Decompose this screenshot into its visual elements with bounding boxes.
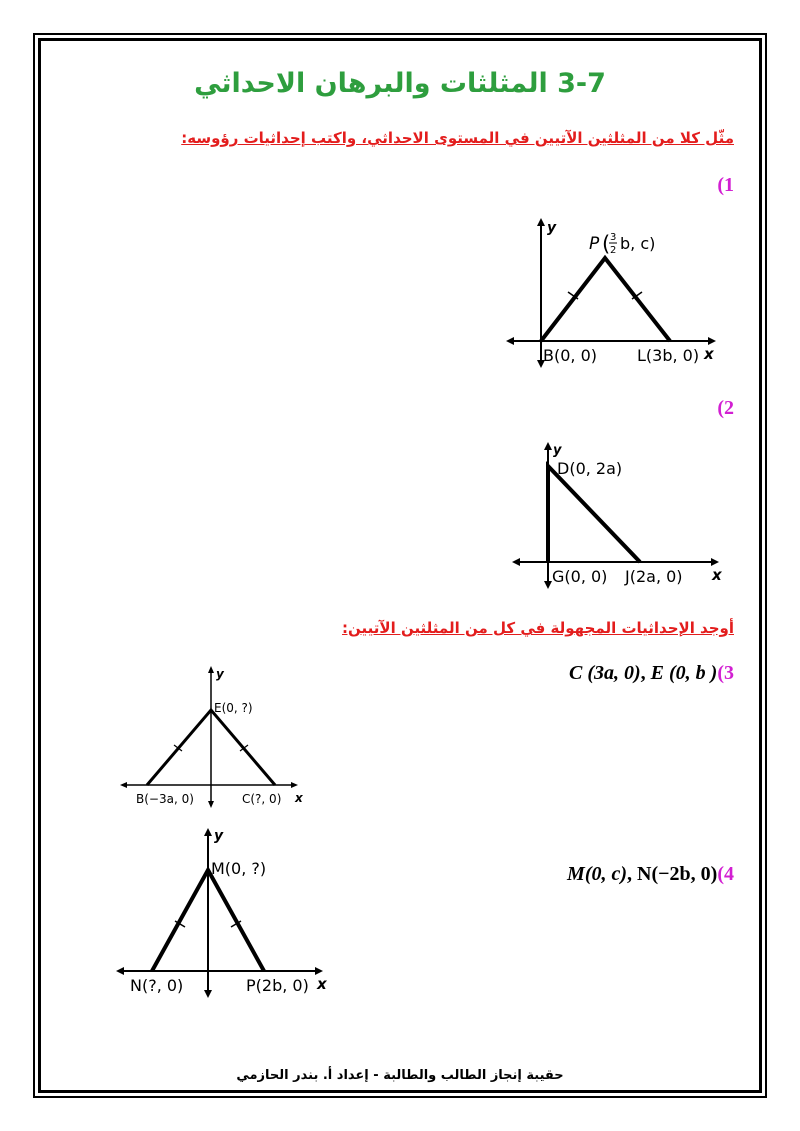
q4-x-axis-label: x: [317, 975, 327, 993]
instruction-find-coordinates: أوجد الإحداثيات المجهولة في كل من المثلثين الآتيين:: [342, 619, 734, 637]
q4-given-n: N(−2b, 0): [637, 863, 718, 885]
question-2-number: (2: [717, 397, 734, 419]
q4-given-separator: ,: [627, 863, 638, 885]
instruction-graph-triangles: مثّل كلا من المثلثين الآتيين في المستوى الاحداثي، واكتب إحداثيات رؤوسه:: [181, 129, 734, 147]
q3-y-axis-label: y: [216, 667, 224, 681]
q1-x-axis-label: x: [704, 345, 714, 363]
q4-vertex-p-label: P(2b, 0): [246, 976, 309, 995]
page-footer: حقيبة إنجاز الطالب والطالبة - إعداد أ. بندر الحازمي: [236, 1068, 564, 1083]
q1-apex-fraction-numerator: 3: [610, 232, 617, 243]
q3-given-e: E (0, b ): [650, 662, 718, 684]
q2-x-axis-label: x: [712, 566, 722, 584]
question-4-number: (4: [717, 863, 734, 885]
page-title: 3-7 المثلثات والبرهان الاحداثي: [194, 68, 606, 99]
q4-vertex-m-label: M(0, ?): [211, 859, 267, 878]
q2-y-axis-label: y: [553, 443, 562, 458]
q2-vertex-g-label: G(0, 0): [552, 567, 608, 586]
q1-apex-vertex-letter: P: [589, 234, 600, 254]
svg-text:(: (: [602, 232, 611, 256]
figure-q4: [112, 822, 342, 1002]
question-4-given: [567, 863, 734, 886]
question-1-number: (1: [717, 174, 734, 196]
q4-vertex-n-label: N(?, 0): [130, 976, 184, 995]
q1-vertex-l-label: L(3b, 0): [637, 346, 700, 365]
q2-vertex-d-label: D(0, 2a): [557, 459, 623, 478]
q3-vertex-b-label: B(−3a, 0): [136, 792, 194, 806]
q1-apex-fraction-denominator: 2: [610, 245, 617, 256]
q1-y-axis-label: y: [547, 220, 557, 236]
figure-q3: [112, 660, 312, 810]
question-3-number: (3: [717, 662, 734, 684]
question-3-given: [569, 662, 734, 685]
q4-y-axis-label: y: [214, 828, 224, 844]
q3-vertex-e-label: E(0, ?): [214, 701, 253, 715]
q1-vertex-b-label: B(0, 0): [543, 346, 597, 365]
q3-vertex-c-label: C(?, 0): [242, 792, 282, 806]
q2-vertex-j-label: J(2a, 0): [625, 567, 683, 586]
q3-given-separator: ,: [640, 662, 651, 684]
q3-given-c: C (3a, 0): [568, 662, 641, 684]
q3-x-axis-label: x: [295, 791, 303, 805]
q4-given-m: M(0, c): [567, 863, 628, 885]
figure-q1: [500, 212, 740, 382]
q1-apex-vertex-rest: b, c): [620, 234, 656, 253]
figure-q2: [508, 438, 738, 598]
